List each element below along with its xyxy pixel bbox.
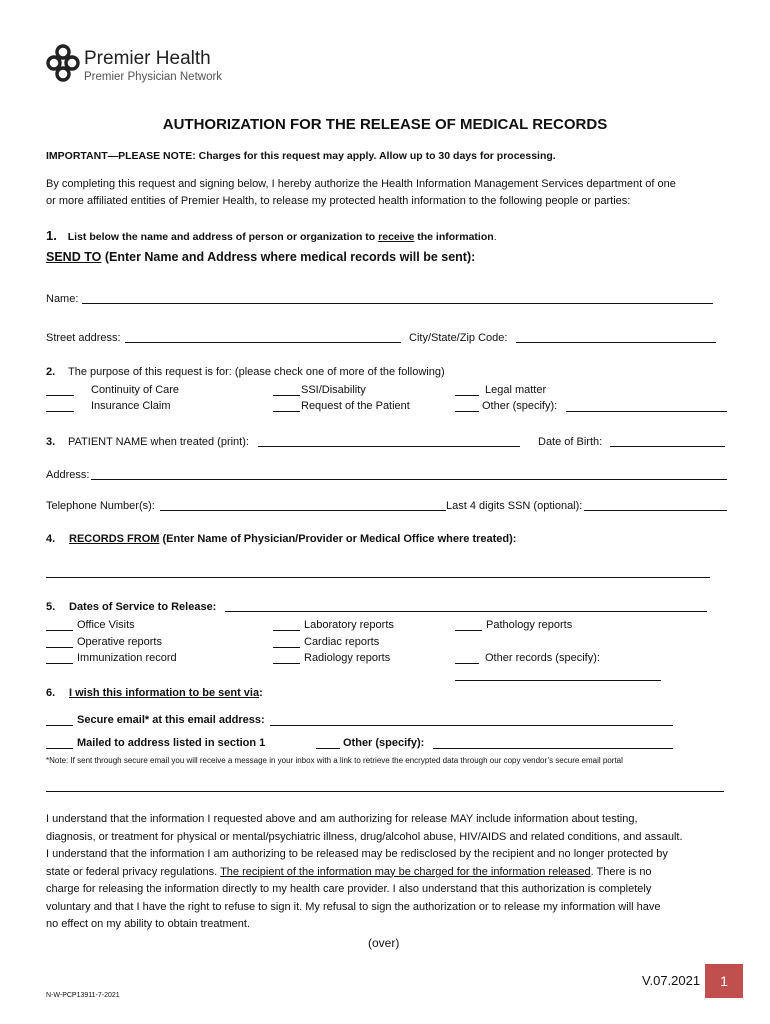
pathology-label: Pathology reports	[486, 619, 573, 631]
immunization-label: Immunization record	[77, 652, 177, 664]
other-delivery-checkbox[interactable]	[316, 748, 340, 749]
telephone-field[interactable]	[160, 510, 446, 511]
other-records-field[interactable]	[455, 680, 661, 681]
section-1: 1. List below the name and address of person or organization to receive the information.	[46, 228, 497, 243]
other-purpose-label: Other (specify):	[482, 400, 558, 412]
office-visits-checkbox[interactable]	[46, 630, 73, 631]
dob-field[interactable]	[610, 446, 725, 447]
intro-line-1: By completing this request and signing below, I hereby authorize the Health Information Management Services department of one	[46, 178, 676, 190]
intro-line-2: or more affiliated entities of Premier Health, to release my protected health information to the following people or parties:	[46, 195, 631, 207]
important-note: IMPORTANT—PLEASE NOTE: Charges for this request may apply. Allow up to 30 days for processing.	[46, 150, 556, 162]
city-state-zip-field[interactable]	[516, 342, 716, 343]
patient-name-label: PATIENT NAME when treated (print):	[68, 436, 249, 448]
page-number-badge: 1	[705, 964, 743, 998]
over-label: (over)	[368, 936, 400, 950]
name-field[interactable]	[82, 303, 713, 304]
section-2-number: 2.	[46, 366, 56, 378]
records-from-label: RECORDS FROM (Enter Name of Physician/Provider or Medical Office where treated):	[69, 533, 517, 545]
radiology-checkbox[interactable]	[273, 663, 300, 664]
insurance-checkbox[interactable]	[46, 411, 74, 412]
ssi-label: SSI/Disability	[301, 384, 366, 396]
street-address-field[interactable]	[125, 342, 401, 343]
immunization-checkbox[interactable]	[46, 663, 73, 664]
office-visits-label: Office Visits	[77, 619, 135, 631]
secure-email-label: Secure email* at this email address:	[77, 714, 265, 726]
radiology-label: Radiology reports	[304, 652, 391, 664]
secure-email-checkbox[interactable]	[46, 725, 73, 726]
telephone-label: Telephone Number(s):	[46, 500, 155, 512]
other-delivery-label: Other (specify):	[343, 737, 425, 749]
dob-label: Date of Birth:	[538, 436, 603, 448]
operative-checkbox[interactable]	[46, 647, 73, 648]
mailed-checkbox[interactable]	[46, 748, 73, 749]
brand-name: Premier Health	[84, 48, 211, 69]
section-1-number: 1.	[46, 228, 57, 243]
section-6-number: 6.	[46, 687, 56, 699]
other-records-label: Other records (specify):	[485, 652, 600, 664]
send-via-label: I wish this information to be sent via:	[69, 687, 263, 699]
address-field[interactable]	[91, 479, 727, 480]
lab-label: Laboratory reports	[304, 619, 394, 631]
lab-checkbox[interactable]	[273, 630, 300, 631]
dates-of-service-label: Dates of Service to Release:	[69, 601, 217, 613]
legal-checkbox[interactable]	[455, 395, 479, 396]
continuity-checkbox[interactable]	[46, 395, 74, 396]
other-records-checkbox[interactable]	[455, 663, 479, 664]
other-purpose-checkbox[interactable]	[455, 411, 479, 412]
insurance-label: Insurance Claim	[91, 400, 171, 412]
secure-email-footnote: *Note: If sent through secure email you will receive a message in your inbox with a link to retrieve the encrypted data through our copy vendor’s secure email portal	[46, 756, 623, 765]
logo-mark-icon	[46, 44, 80, 82]
ssi-checkbox[interactable]	[273, 395, 300, 396]
other-purpose-field[interactable]	[566, 411, 727, 412]
brand-subname: Premier Physician Network	[84, 71, 223, 83]
section-5-number: 5.	[46, 601, 56, 613]
request-patient-label: Request of the Patient	[301, 400, 410, 412]
section-4-number: 4.	[46, 533, 56, 545]
dates-of-service-field[interactable]	[225, 611, 707, 612]
version-label: V.07.2021	[642, 973, 701, 988]
consent-paragraph: I understand that the information I requested above and am authorizing for release MAY include information about testing, diagnosis, or treatment for physical or mental/psychiatric illness, drug/alcohol abuse, HIV/AIDS and related conditions, and assault. I understand that the information I am authorizing to be released may be redisclosed by the recipient and no longer protected by state or federal privacy regulations. The recipient of the information may be charged for the information released. There is no charge for releasing the information directly to my health care provider. I also understand that this authorization is completely voluntary and that I have the right to refuse to sign it. My refusal to sign the authorization or to release my information will have no effect on my ability to obtain treatment.	[46, 813, 683, 930]
continuity-label: Continuity of Care	[91, 384, 180, 396]
patient-name-field[interactable]	[258, 446, 520, 447]
other-delivery-field[interactable]	[433, 748, 673, 749]
request-patient-checkbox[interactable]	[273, 411, 300, 412]
section-1-text: List below the name and address of person or organization to receive the information	[67, 231, 494, 243]
address-label: Address:	[46, 469, 90, 481]
send-to-heading: SEND TO (Enter Name and Address where medical records will be sent):	[46, 250, 476, 264]
ssn-label: Last 4 digits SSN (optional):	[446, 500, 583, 512]
section-divider	[46, 791, 724, 792]
pathology-checkbox[interactable]	[455, 630, 482, 631]
cardiac-checkbox[interactable]	[273, 647, 300, 648]
records-from-field[interactable]	[46, 577, 710, 578]
secure-email-field[interactable]	[270, 725, 673, 726]
legal-label: Legal matter	[485, 384, 547, 396]
document-title: AUTHORIZATION FOR THE RELEASE OF MEDICAL RECORDS	[162, 116, 608, 133]
ssn-field[interactable]	[584, 510, 727, 511]
cardiac-label: Cardiac reports	[304, 636, 380, 648]
street-address-label: Street address:	[46, 332, 121, 344]
section-3-number: 3.	[46, 436, 56, 448]
operative-label: Operative reports	[77, 636, 162, 648]
premier-health-logo	[46, 44, 246, 90]
mailed-label: Mailed to address listed in section 1	[77, 737, 266, 749]
city-state-zip-label: City/State/Zip Code:	[409, 332, 508, 344]
form-code: N-W-PCP13911-7-2021	[46, 992, 120, 999]
name-label: Name:	[46, 293, 79, 305]
section-2-text: The purpose of this request is for: (please check one of more of the following)	[68, 366, 445, 378]
